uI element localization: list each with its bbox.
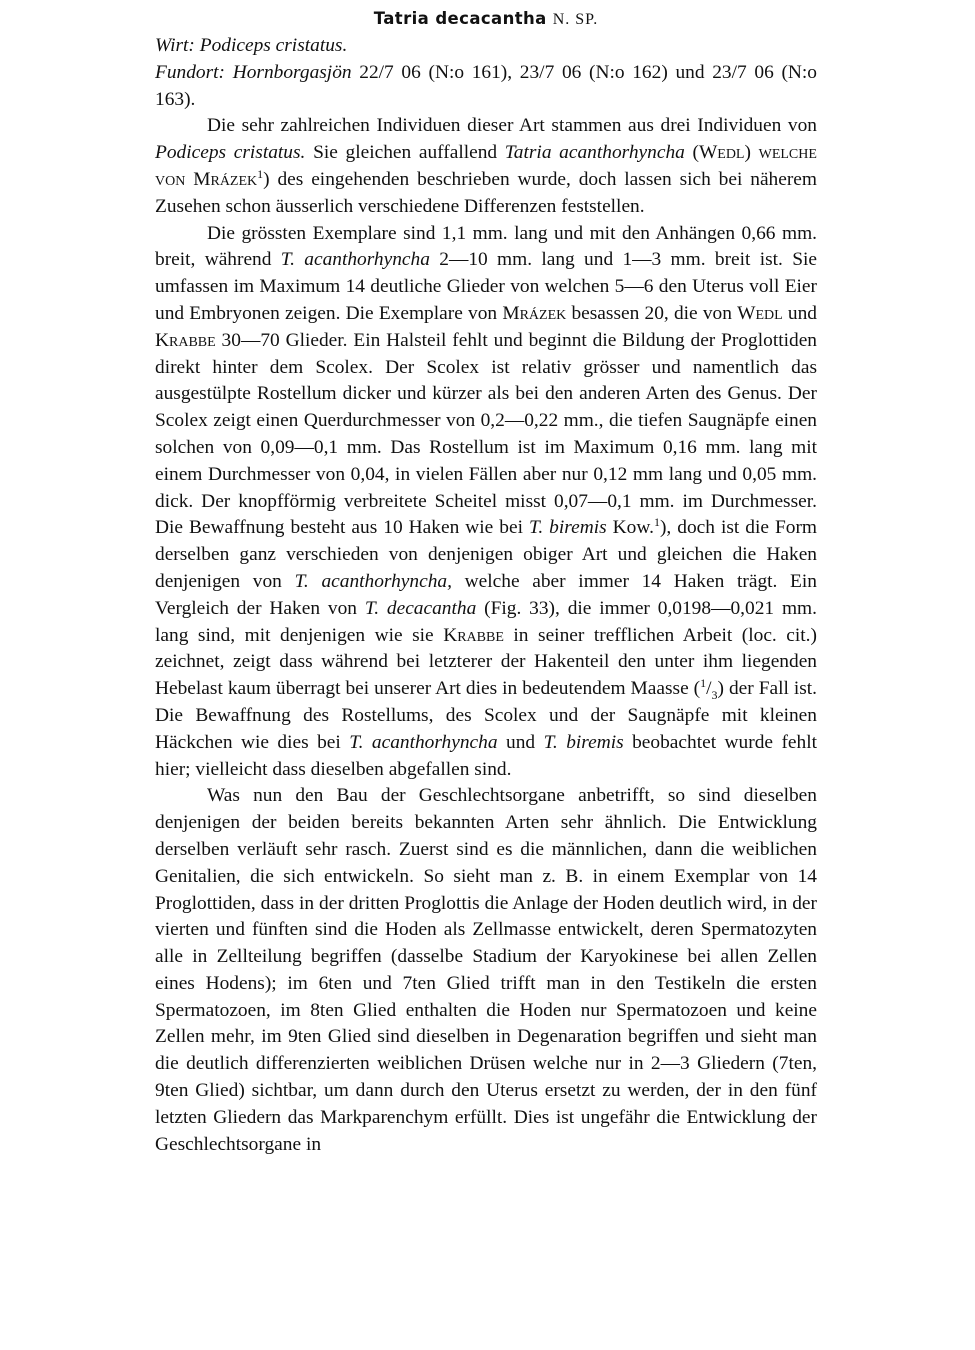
host-label: Wirt: bbox=[155, 35, 195, 56]
p2-text-w: ) der Fall ist. Die Bewaffnung des Rostellums, des Scolex und der Saugnäpfe mit kleinen Häckchen wie dies bei bbox=[155, 678, 818, 753]
p2-text-q: (Fig. 33), die immer 0,0198—0,021 mm. lang sind, mit denjenigen wie sie bbox=[155, 597, 817, 646]
locality-place: Hornborgasjön bbox=[232, 61, 352, 83]
p2-text-o: welche aber immer 14 Haken trägt. Ein Vergleich der Haken von bbox=[155, 570, 817, 619]
p2-text-e: besassen 20, die von bbox=[571, 302, 732, 324]
paragraph-3: Was nun den Bau der Geschlechtsorgane anbetrifft, so sind dieselben denjenigen der beiden bereits bekannten Arten sehr ähnlich. Die Entwicklung derselben verläuft sehr rasch. Zuerst sind es die männlichen, dann die weiblichen Genitalien, die sich entwickeln. So sieht man z. B. in einem Exemplar von 14 Proglottiden, dass in der dritten Proglottis die Anlage der Hoden deutlich wird, in der vierten und fünften sind die Hoden als Zellmasse entwickelt, deren Spermatozyten alle in Zellteilung begriffen (dasselbe Stadium der Karyokinese bei allen Zellen eines Hodens); im 6ten und 7ten Glied trifft man in den Testikeln die ersten Spermatozoen, im 8ten Glied enthalten die Hoden nur Spermatozoen und keine Zellen mehr, im 9ten Glied sind dieselben in Degenaration begriffen und sieht man die deutlich differenzierten weiblichen Drüsen welche nur in 2—3 Gliedern (7ten, 9ten Glied) sichtbar, um dann durch den Uterus ersetzt zu werden, der in den fünf letzten Gliedern das Markparenchym erfüllt. Dies ist ungefähr die Entwicklung der Geschlechtsorgane in bbox=[155, 785, 817, 1155]
locality-line bbox=[155, 60, 817, 114]
p2-text-g: und bbox=[787, 302, 817, 324]
fraction-numerator: 1 bbox=[700, 676, 707, 691]
p1-taxon: Tatria acanthorhyncha bbox=[504, 142, 685, 164]
locality-dates: 22/7 06 (N:o 161), 23/7 06 (N:o 162) und 23/7 06 (N:o 163). bbox=[155, 61, 817, 110]
p1-text-a: Die sehr zahlreichen Individuen dieser Art stammen aus drei Individuen von bbox=[207, 115, 817, 137]
p2-taxon: T. acanthorhyncha bbox=[280, 249, 430, 271]
paragraph-2 bbox=[155, 221, 817, 784]
p2-text-y: und bbox=[506, 731, 536, 753]
p2-author-krabbe: Krabbe bbox=[155, 329, 216, 351]
locality-label: Fundort: bbox=[155, 61, 226, 83]
p2-author-kow: Kow. bbox=[612, 517, 654, 539]
p1-text-c: Sie gleichen auffallend bbox=[313, 142, 498, 164]
p2-taxon: T. acanthorhyncha bbox=[349, 731, 498, 753]
p1-author-wedl: (Wedl) welche von bbox=[155, 142, 817, 190]
fraction-slash: / bbox=[706, 678, 712, 700]
footnote-ref: 1 bbox=[257, 166, 264, 181]
p2-taxon-biremis: T. biremis bbox=[543, 731, 624, 753]
p2-text-end: beobachtet wurde fehlt hier; vielleicht dass dieselben abgefallen sind. bbox=[155, 731, 817, 780]
footnote-ref: 1 bbox=[653, 515, 660, 530]
p2-taxon-decacantha: T. decacantha bbox=[364, 597, 477, 619]
fraction-denominator: 3 bbox=[711, 688, 718, 702]
p2-taxon: T. acanthorhyncha, bbox=[294, 570, 452, 592]
p2-author-mrazek: Mrázek bbox=[502, 302, 567, 324]
page bbox=[155, 0, 817, 1158]
new-species-mark: N. SP. bbox=[552, 11, 599, 28]
section-heading bbox=[155, 6, 817, 32]
species-name: Tatria decacantha bbox=[373, 9, 547, 28]
p1-taxon-host: Podiceps cristatus. bbox=[155, 142, 306, 164]
p2-text-c: 2—10 mm. lang und 1—3 mm. breit ist. Sie umfassen im Maximum 14 deutliche Glieder von welchen 5—6 den Uterus voll Eier und Embryonen zeigen. Die Exemplare von bbox=[155, 249, 817, 324]
p1-text-h: ) des eingehenden beschrieben wurde, doch lassen sich bei näherem Zusehen schon äusserlich verschiedene Differenzen feststellen. bbox=[155, 168, 817, 217]
p2-text-m: ), doch ist die Form derselben ganz verschieden von denjenigen obiger Art und gleichen die Haken denjenigen von bbox=[155, 517, 817, 592]
p2-taxon-biremis: T. biremis bbox=[528, 517, 607, 539]
host-value: Podiceps cristatus. bbox=[199, 35, 348, 56]
p2-text-s: in seiner trefflichen Arbeit (loc. cit.) zeichnet, zeigt dass während bei letzterer der Hakenteil den unter ihm liegenden Hebelast kaum überragt bei unserer Art dies in bedeutendem Maasse ( bbox=[155, 624, 817, 700]
p2-author-wedl: Wedl bbox=[737, 302, 783, 324]
p2-author-krabbe: Krabbe bbox=[443, 624, 504, 646]
host-line bbox=[155, 33, 817, 60]
p2-text-a: Die grössten Exemplare sind 1,1 mm. lang und mit den Anhängen 0,66 mm. breit, während bbox=[155, 222, 817, 271]
paragraph-1 bbox=[155, 113, 817, 220]
p1-author-mrazek: Mrázek bbox=[193, 168, 258, 190]
p2-text-i: 30—70 Glieder. Ein Halsteil fehlt und beginnt die Bildung der Proglottiden direkt hinter dem Scolex. Der Scolex ist relativ grösser und namentlich das ausgestülpte Rostellum dicker und kürzer als bei den anderen Arten des Genus. Der Scolex zeigt einen Querdurchmesser von 0,2—0,22 mm., die tiefen Saugnäpfe einen solchen von 0,09—0,1 mm. Das Rostellum ist im Maximum 0,16 mm. lang mit einem Durchmesser von 0,04, in vielen Fällen aber nur 0,12 mm lang und 0,05 mm. dick. Der knopfförmig verbreitete Scheitel misst 0,07—0,1 mm. im Durchmesser. Die Bewaffnung besteht aus 10 Haken wie bei bbox=[155, 329, 817, 539]
